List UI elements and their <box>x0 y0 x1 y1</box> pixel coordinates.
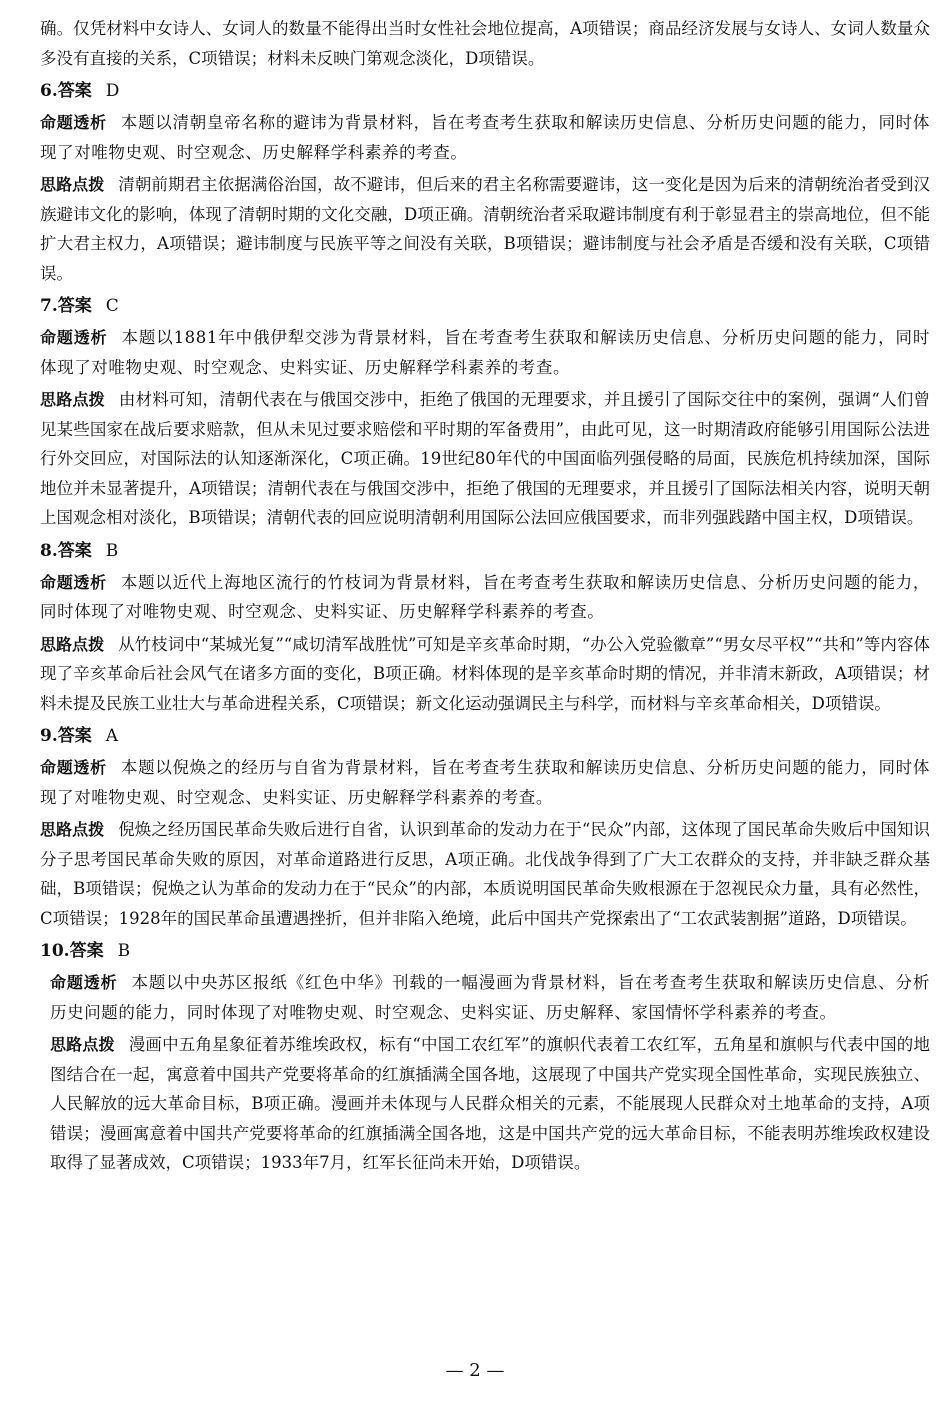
answer-line <box>40 536 930 566</box>
question-10 <box>40 936 930 1178</box>
thinking-text: 由材料可知，清朝代表在与俄国交涉中，拒绝了俄国的无理要求，并且援引了国际交往中的案例，强调“人们曾见某些国家在战后要求赔款，但从未见过要求赔偿和平时期的军备费用”，由此可见，这一时期清政府能够引用国际公法进行外交回应，对国际法的认知逐渐深化，C项正确。19世纪80年代的中国面临列强侵略的局面，民族危机持续加深，国际地位并未显著提升，A项错误；清朝代表在与俄国交涉中，拒绝了俄国的无理要求，并且援引了国际法相关内容，说明天朝上国观念相对淡化，B项错误；清朝代表的回应说明清朝利用国际公法回应俄国要求，而非列强践踏中国主权，D项错误。 <box>40 390 930 527</box>
document-body <box>40 14 930 1181</box>
thinking-label: 思路点拨 <box>40 175 105 194</box>
intro-paragraph: 确。仅凭材料中女诗人、女词人的数量不能得出当时女性社会地位提高，A项错误；商品经济发展与女诗人、女词人数量众多没有直接的关系，C项错误；材料未反映门第观念淡化，D项错误。 <box>40 19 930 68</box>
analysis-paragraph <box>40 568 930 627</box>
question-8 <box>40 536 930 719</box>
thinking-paragraph <box>40 170 930 288</box>
thinking-paragraph <box>40 630 930 719</box>
analysis-text: 本题以倪焕之的经历与自省为背景材料，旨在考查考生获取和解读历史信息、分析历史问题的能力，同时体现了对唯物史观、时空观念、史料实证、历史解释学科素养的考查。 <box>40 758 930 807</box>
analysis-label: 命题透析 <box>40 758 107 777</box>
thinking-text: 清朝前期君主依据满俗治国，故不避讳，但后来的君主名称需要避讳，这一变化是因为后来的清朝统治者受到汉族避讳文化的影响，体现了清朝时期的文化交融，D项正确。清朝统治者采取避讳制度有利于彰显君主的崇高地位，但不能扩大君主权力，A项错误；避讳制度与民族平等之间没有关联，B项错误；避讳制度与社会矛盾是否缓和没有关联，C项错误。 <box>40 175 930 283</box>
answer-label: 答案 <box>57 81 92 101</box>
answer-value: C <box>105 296 119 316</box>
answer-line <box>40 936 930 966</box>
analysis-label: 命题透析 <box>50 973 118 992</box>
thinking-label: 思路点拨 <box>40 634 105 654</box>
answer-label: 答案 <box>57 296 92 316</box>
question-7 <box>40 291 930 533</box>
question-number: 7. <box>40 296 58 316</box>
thinking-paragraph <box>40 1030 930 1178</box>
thinking-text: 漫画中五角星象征着苏维埃政权，标有“中国工农红军”的旗帜代表着工农红军，五角星和旗帜与代表中国的地图结合在一起，寓意着中国共产党要将革命的红旗插满全国各地，这展现了中国共产党实现全国性革命，实现民族独立、人民解放的远大革命目标，B项正确。漫画并未体现与人民群众相关的元素，不能展现人民群众对土地革命的支持，A项错误；漫画寓意着中国共产党要将革命的红旗插满全国各地，这是中国共产党的远大革命目标，不能表明苏维埃政权建设取得了显著成效，C项错误；1933年7月，红军长征尚未开始，D项错误。 <box>50 1035 930 1172</box>
question-9 <box>40 721 930 933</box>
thinking-label: 思路点拨 <box>40 820 105 839</box>
question-number: 8. <box>40 540 58 561</box>
analysis-text: 本题以清朝皇帝名称的避讳为背景材料，旨在考查考生获取和解读历史信息、分析历史问题的能力，同时体现了对唯物史观、时空观念、历史解释学科素养的考查。 <box>40 113 930 162</box>
thinking-label: 思路点拨 <box>50 1035 115 1054</box>
thinking-paragraph <box>40 815 930 933</box>
answer-value: A <box>105 726 119 746</box>
question-number: 6. <box>40 81 58 101</box>
thinking-paragraph <box>40 385 930 533</box>
analysis-text: 本题以中央苏区报纸《红色中华》刊载的一幅漫画为背景材料，旨在考查考生获取和解读历史信息、分析历史问题的能力，同时体现了对唯物史观、时空观念、史料实证、历史解释、家国情怀学科素养的考查。 <box>50 973 930 1022</box>
analysis-label: 命题透析 <box>40 572 107 592</box>
question-6 <box>40 76 930 288</box>
analysis-label: 命题透析 <box>40 328 108 347</box>
answer-value: B <box>105 540 119 561</box>
analysis-text: 本题以1881年中俄伊犁交涉为背景材料，旨在考查考生获取和解读历史信息、分析历史问题的能力，同时体现了对唯物史观、时空观念、史料实证、历史解释学科素养的考查。 <box>40 328 930 377</box>
analysis-paragraph <box>40 968 930 1027</box>
thinking-label: 思路点拨 <box>40 390 105 409</box>
analysis-paragraph <box>40 323 930 382</box>
question-number: 10. <box>40 941 70 961</box>
analysis-paragraph <box>40 108 930 167</box>
analysis-paragraph <box>40 753 930 812</box>
answer-value: B <box>117 941 131 961</box>
question-number: 9. <box>40 726 58 746</box>
answer-label: 答案 <box>57 726 92 746</box>
page-number: — 2 — <box>445 1360 505 1381</box>
answer-line <box>40 76 930 106</box>
answer-value: D <box>105 81 120 101</box>
answer-label: 答案 <box>69 941 104 961</box>
analysis-text: 本题以近代上海地区流行的竹枝词为背景材料，旨在考查考生获取和解读历史信息、分析历史问题的能力，同时体现了对唯物史观、时空观念、史料实证、历史解释学科素养的考查。 <box>40 572 930 621</box>
answer-line <box>40 721 930 751</box>
thinking-text: 从竹枝词中“某城光复”“咸切清军战胜忧”可知是辛亥革命时期，“办公入党验徽章”“男女尽平权”“共和”等内容体现了辛亥革命后社会风气在诸多方面的变化，B项正确。材料体现的是辛亥革命时期的情况，并非清末新政，A项错误；材料未提及民族工业壮大与革命进程关系，C项错误；新文化运动强调民主与科学，而材料与辛亥革命相关，D项错误。 <box>40 634 930 713</box>
answer-label: 答案 <box>57 540 92 561</box>
analysis-label: 命题透析 <box>40 113 107 132</box>
thinking-text: 倪焕之经历国民革命失败后进行自省，认识到革命的发动力在于“民众”内部，这体现了国民革命失败后中国知识分子思考国民革命失败的原因，对革命道路进行反思，A项正确。北伐战争得到了广大工农群众的支持，并非缺乏群众基础，B项错误；倪焕之认为革命的发动力在于“民众”的内部，本质说明国民革命失败根源在于忽视民众力量，具有必然性，C项错误；1928年的国民革命虽遭遇挫折，但并非陷入绝境，此后中国共产党探索出了“工农武装割据”道路，D项错误。 <box>40 820 930 928</box>
answer-line <box>40 291 930 321</box>
